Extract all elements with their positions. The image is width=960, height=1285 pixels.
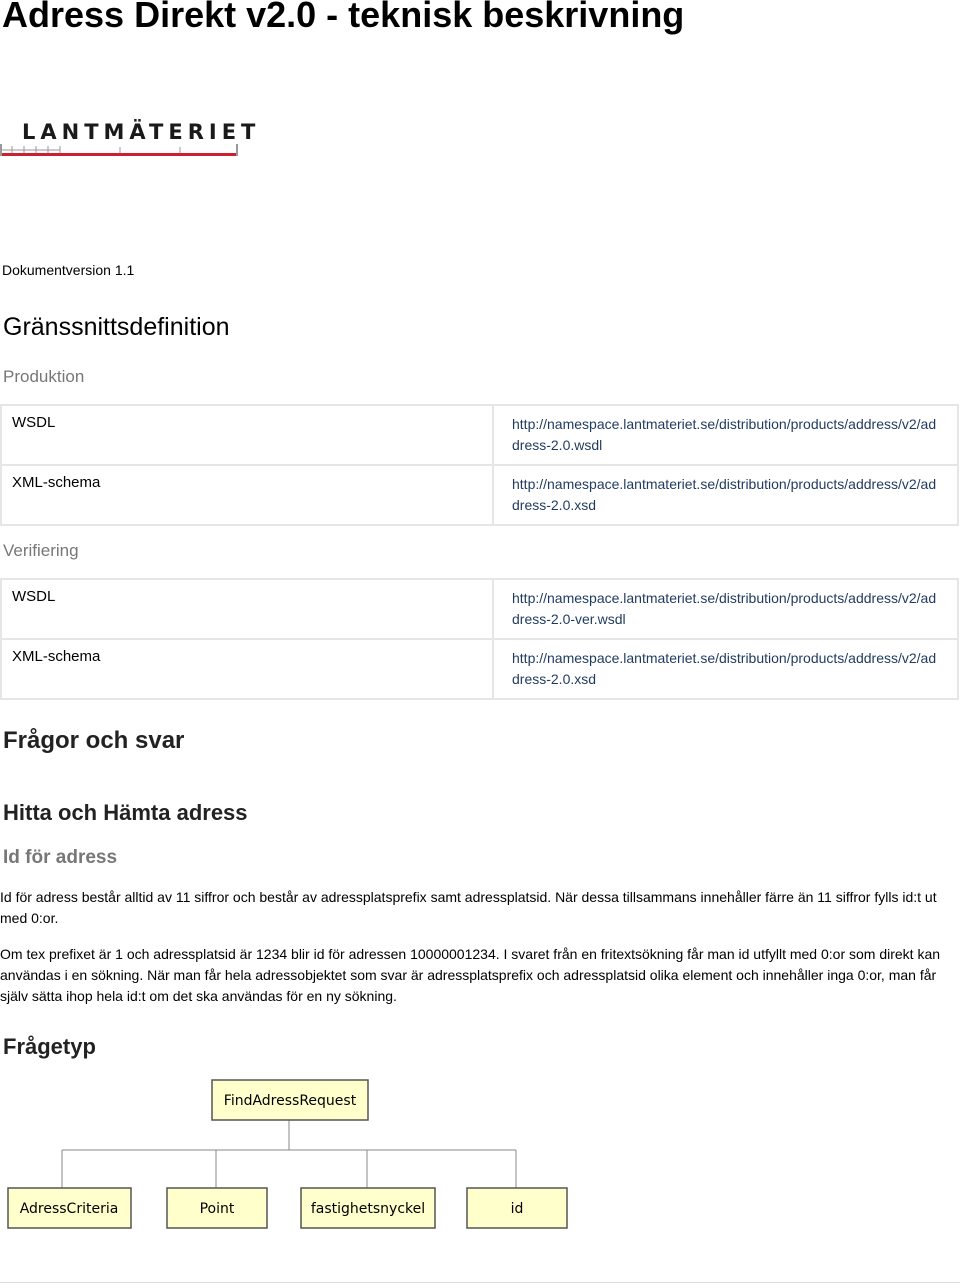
find-adress-request-box [212, 1080, 368, 1120]
svg-text:fastighetsnyckel: fastighetsnyckel [310, 1201, 426, 1217]
fastighetsnyckel-box [301, 1188, 435, 1228]
table-row [1, 639, 958, 699]
xml-schema-link[interactable]: http://namespace.lantmateriet.se/distribution/products/address/v2/ad dress-2.0.xsd [493, 639, 958, 699]
wsdl-link[interactable]: http://namespace.lantmateriet.se/distribution/products/address/v2/ad dress-2.0-ver.wsdl [493, 579, 958, 639]
production-table [0, 404, 959, 526]
request-structure-diagram [0, 1075, 700, 1255]
address-id-paragraph-2: Om tex prefixet är 1 och adressplatsid är 1234 blir id för adressen 10000001234. I svaret från en fritextsökning får man id utfyllt med 0:or som direkt kan användas i en sökning. När man får hela adressobjektet som svar är adressplatsprefix och adressplatsid olika element och innehåller inga 0:or, man får själv sätta ihop hela id:t om det ska användas för en ny sökning. [0, 946, 941, 1004]
svg-text:id: id [510, 1201, 524, 1217]
table-row [1, 405, 958, 465]
verification-heading: Verifiering [3, 541, 79, 560]
table-row [1, 579, 958, 639]
xml-schema-link[interactable]: http://namespace.lantmateriet.se/distribution/products/address/v2/ad dress-2.0.xsd [493, 465, 958, 525]
production-heading: Produktion [3, 367, 85, 386]
lantmateriet-logo [0, 120, 261, 164]
wsdl-link[interactable]: http://namespace.lantmateriet.se/distribution/products/address/v2/ad dress-2.0.wsdl [493, 405, 958, 465]
page-title: Adress Direkt v2.0 - teknisk beskrivning [2, 0, 685, 35]
verification-table [0, 578, 959, 700]
address-id-heading: Id för adress [3, 847, 118, 868]
svg-text:FindAdressRequest: FindAdressRequest [223, 1093, 357, 1109]
wsdl-label: WSDL [1, 579, 493, 639]
svg-text:AdressCriteria: AdressCriteria [19, 1201, 119, 1217]
address-id-paragraph-1: Id för adress består alltid av 11 siffror och består av adressplatsprefix samt adressplatsid. När dessa tillsammans innehåller färre än 11 siffror fylls id:t ut med 0:or. [0, 889, 937, 926]
logo-text: LANTMÄTERIET [22, 120, 261, 144]
id-box [467, 1188, 567, 1228]
point-box [167, 1188, 267, 1228]
svg-text:Point: Point [199, 1201, 235, 1217]
interface-heading: Gränssnittsdefinition [3, 313, 230, 341]
logo-ruler-icon [0, 144, 240, 158]
query-type-heading: Frågetyp [3, 1034, 96, 1059]
qa-heading: Frågor och svar [3, 727, 185, 754]
find-address-heading: Hitta och Hämta adress [3, 800, 248, 825]
bottom-divider [0, 1282, 960, 1283]
xml-schema-label: XML-schema [1, 639, 493, 699]
xml-schema-label: XML-schema [1, 465, 493, 525]
document-version: Dokumentversion 1.1 [2, 262, 135, 278]
wsdl-label: WSDL [1, 405, 493, 465]
table-row [1, 465, 958, 525]
adress-criteria-box [8, 1188, 131, 1228]
